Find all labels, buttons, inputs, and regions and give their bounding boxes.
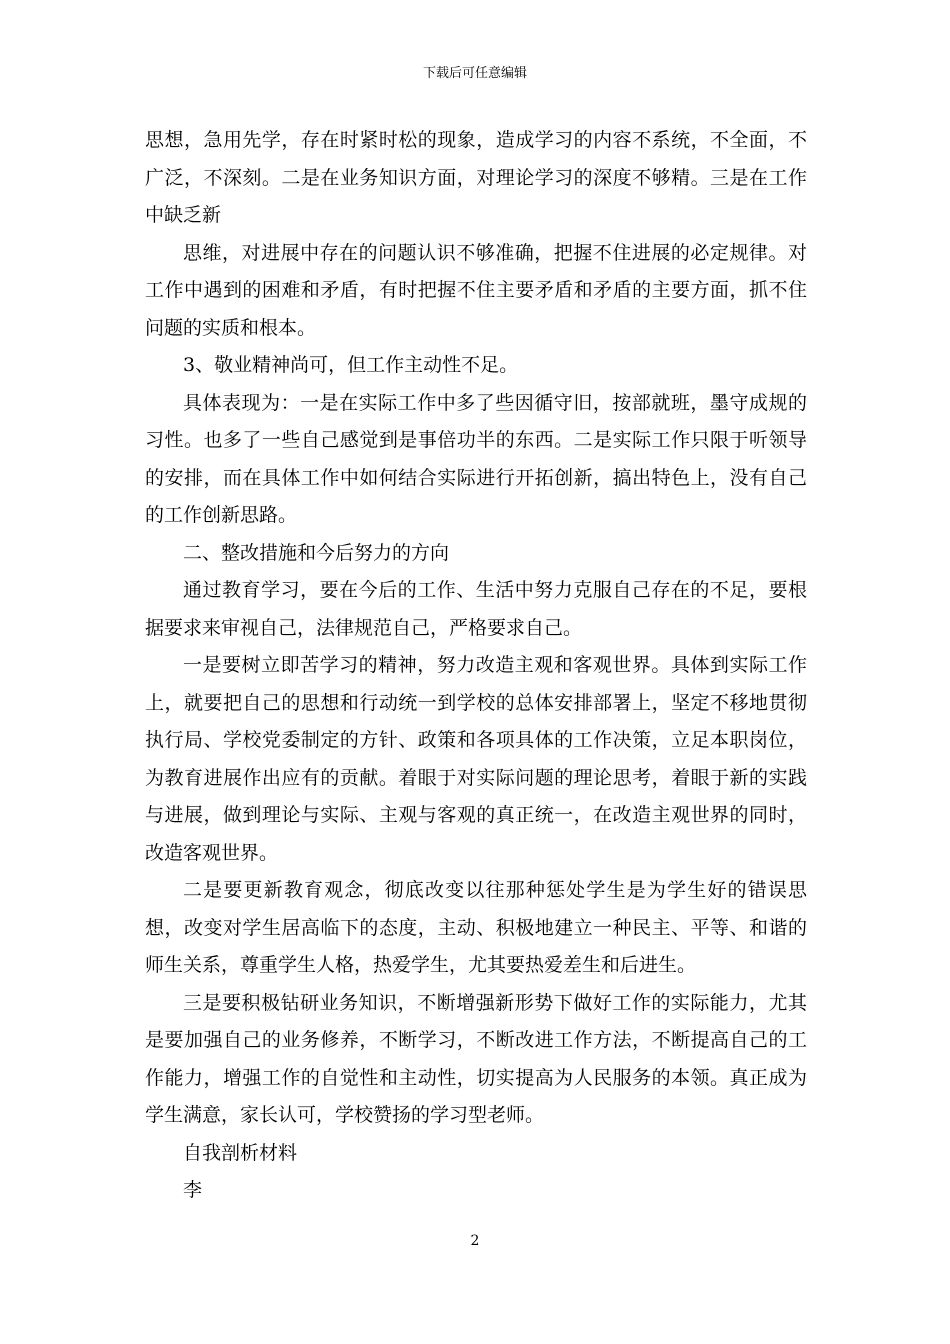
paragraph-8: 二是要更新教育观念，彻底改变以往那种惩处学生是为学生好的错误思想，改变对学生居高临下的态度，主动、积极地建立一种民主、平等、和谐的师生关系，尊重学生人格，热爱学生，尤其要热爱差生和后进生。 <box>145 879 807 976</box>
paragraph-2: 思维，对进展中存在的问题认识不够准确，把握不住进展的必定规律。对工作中遇到的困难和矛盾，有时把握不住主要矛盾和矛盾的主要方面，抓不住问题的实质和根本。 <box>145 241 807 339</box>
paragraph-7: 一是要树立即苦学习的精神，努力改造主观和客观世界。具体到实际工作上，就要把自己的思想和行动统一到学校的总体安排部署上，坚定不移地贯彻执行局、学校党委制定的方针、政策和各项具体的工作决策，立足本职岗位，为教育进展作出应有的贡献。着眼于对实际问题的理论思考，着眼于新的实践与进展，做到理论与实际、主观与客观的真正统一，在改造主观世界的同时，改造客观世界。 <box>145 654 807 864</box>
page-header: 下载后可任意编辑 <box>422 66 527 81</box>
author-name: 李 <box>183 1179 203 1201</box>
section-heading: 二、整改措施和今后努力的方向 <box>183 541 450 564</box>
page-number: 2 <box>470 1233 480 1249</box>
paragraph-6: 通过教育学习，要在今后的工作、生活中努力克服自己存在的不足，要根据要求来审视自己，法律规范自己，严格要求自己。 <box>145 579 807 639</box>
document-title: 自我剖析材料 <box>183 1141 298 1164</box>
paragraph-9: 三是要积极钻研业务知识，不断增强新形势下做好工作的实际能力，尤其是要加强自己的业务修养，不断学习，不断改进工作方法，不断提高自己的工作能力，增强工作的自觉性和主动性，切实提高为人民服务的本领。真正成为学生满意，家长认可，学校赞扬的学习型老师。 <box>145 991 807 1126</box>
paragraph-4: 具体表现为：一是在实际工作中多了些因循守旧，按部就班，墨守成规的习性。也多了一些自己感觉到是事倍功半的东西。二是实际工作只限于听领导的安排，而在具体工作中如何结合实际进行开拓创新，搞出特色上，没有自己的工作创新思路。 <box>145 391 807 526</box>
document-body <box>145 122 807 1210</box>
paragraph-3: 3、敬业精神尚可，但工作主动性不足。 <box>183 354 519 376</box>
paragraph-1: 思想，急用先学，存在时紧时松的现象，造成学习的内容不系统，不全面，不广泛，不深刻。二是在业务知识方面，对理论学习的深度不够精。三是在工作中缺乏新 <box>145 129 807 226</box>
